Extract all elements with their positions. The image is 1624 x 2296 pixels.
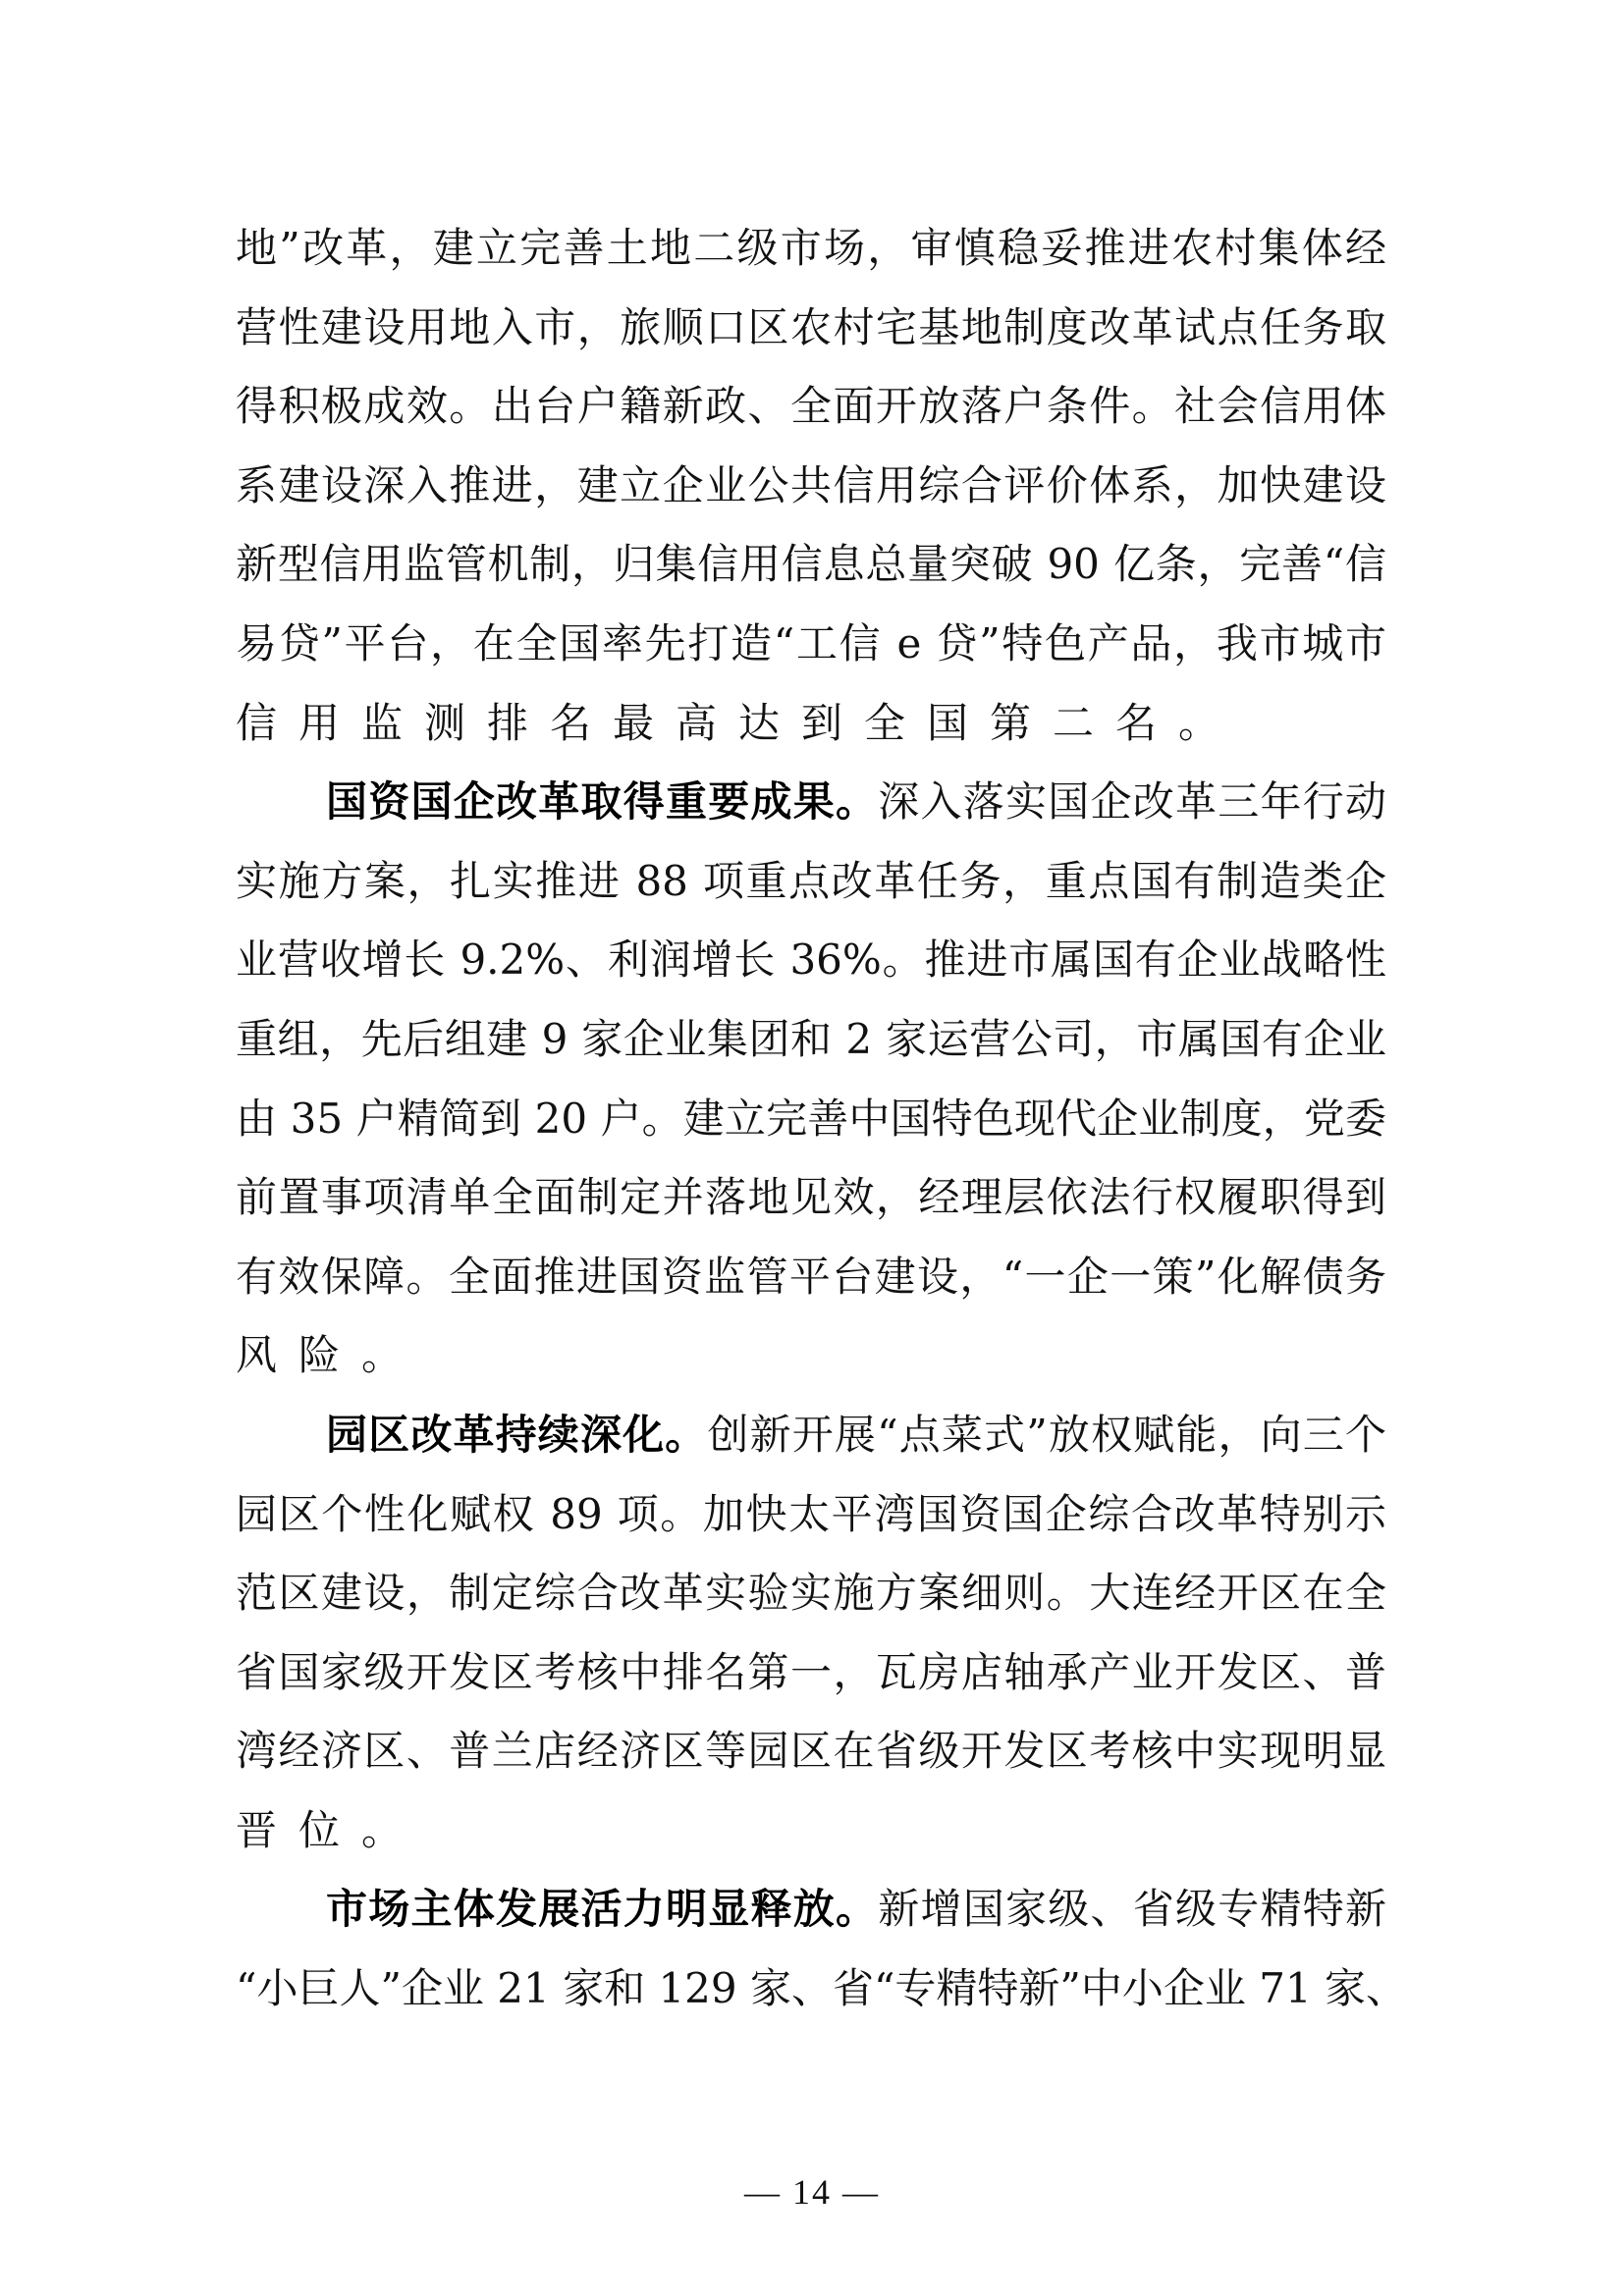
paragraph-park-reform bbox=[236, 1396, 1386, 1871]
text-run: 创新开展“点菜式”放权赋能，向三个 bbox=[707, 1410, 1386, 1459]
text-line: 园区个性化赋权 89 项。加快太平湾国资国企综合改革特别示 bbox=[236, 1489, 1386, 1538]
text-line: 营性建设用地入市，旅顺口区农村宅基地制度改革试点任务取 bbox=[236, 302, 1386, 351]
text-line: 有效保障。全面推进国资监管平台建设，“一企一策”化解债务 bbox=[236, 1252, 1386, 1301]
text-line: 业营收增长 9.2%、利润增长 36%。推进市属国有企业战略性 bbox=[236, 935, 1386, 985]
text-line: 信用监测排名最高达到全国第二名。 bbox=[236, 698, 1242, 747]
text-line: 湾经济区、普兰店经济区等园区在省级开发区考核中实现明显 bbox=[236, 1727, 1386, 1776]
text-line: 晋位。 bbox=[236, 1805, 425, 1854]
text-line: 省国家级开发区考核中排名第一，瓦房店轴承产业开发区、普 bbox=[236, 1647, 1386, 1696]
paragraph-heading: 国资国企改革取得重要成果。 bbox=[326, 777, 879, 827]
paragraph-heading: 园区改革持续深化。 bbox=[326, 1410, 708, 1459]
text-line: “小巨人”企业 21 家和 129 家、省“专精特新”中小企业 71 家、 bbox=[236, 1964, 1408, 2013]
text-line: 新型信用监管机制，归集信用信息总量突破 90 亿条，完善“信 bbox=[236, 540, 1386, 589]
text-line bbox=[236, 1396, 1386, 1475]
text-line: 地”改革，建立完善土地二级市场，审慎稳妥推进农村集体经 bbox=[236, 224, 1386, 272]
paragraph-heading: 市场主体发展活力明显释放。 bbox=[326, 1885, 879, 1934]
paragraph-soe-reform bbox=[236, 763, 1386, 1396]
text-line: 前置事项清单全面制定并落地见效，经理层依法行权履职得到 bbox=[236, 1173, 1386, 1222]
text-line: 实施方案，扎实推进 88 项重点改革任务，重点国有制造类企 bbox=[236, 856, 1386, 905]
text-line: 风险。 bbox=[236, 1331, 425, 1380]
body-text bbox=[236, 209, 1408, 2029]
page-number: — 14 — bbox=[744, 2172, 880, 2212]
text-run: 新增国家级、省级专精特新 bbox=[878, 1885, 1386, 1934]
text-line: 得积极成效。出台户籍新政、全面开放落户条件。社会信用体 bbox=[236, 382, 1386, 431]
paragraph-credit-system bbox=[236, 209, 1386, 763]
text-line: 由 35 户精简到 20 户。建立完善中国特色现代企业制度，党委 bbox=[236, 1094, 1386, 1143]
text-line bbox=[236, 1870, 1386, 1949]
text-run: 深入落实国企改革三年行动 bbox=[878, 777, 1386, 827]
text-line: 范区建设，制定综合改革实验实施方案细则。大连经开区在全 bbox=[236, 1569, 1386, 1618]
text-line: 重组，先后组建 9 家企业集团和 2 家运营公司，市属国有企业 bbox=[236, 1014, 1386, 1063]
text-line: 易贷”平台，在全国率先打造“工信 e 贷”特色产品，我市城市 bbox=[236, 618, 1386, 667]
text-line: 系建设深入推进，建立企业公共信用综合评价体系，加快建设 bbox=[236, 460, 1386, 509]
paragraph-market-entities bbox=[236, 1870, 1408, 2028]
text-line bbox=[236, 763, 1386, 842]
